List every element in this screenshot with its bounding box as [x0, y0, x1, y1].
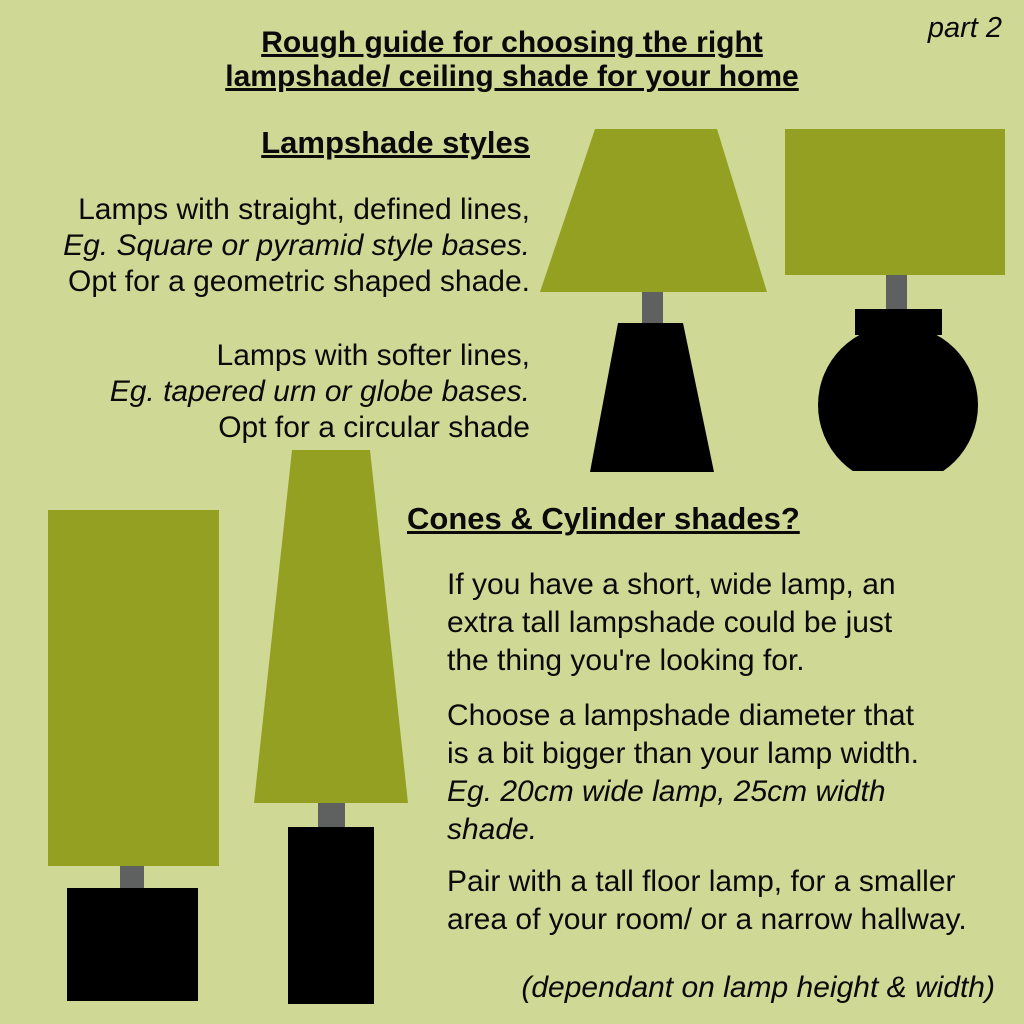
- short-wide-line3: the thing you're looking for.: [447, 644, 805, 677]
- tall-rectangle-lampshade-icon: [48, 510, 219, 866]
- softer-lines-line2: Eg. tapered urn or globe bases.: [109, 375, 530, 408]
- lampshade-styles-heading: Lampshade styles: [261, 125, 530, 160]
- short-wide-lamp-paragraph: [447, 566, 1017, 680]
- diameter-line4: shade.: [447, 813, 538, 846]
- globe-lamp-base-icon: [818, 325, 978, 471]
- lamp-stem-icon: [886, 275, 907, 309]
- dependant-note: (dependant on lamp height & width): [521, 971, 995, 1004]
- lamp-stem-icon: [642, 292, 663, 323]
- softer-lines-paragraph: [18, 338, 530, 446]
- short-wide-line2: extra tall lampshade could be just: [447, 606, 893, 639]
- tall-cone-lampshade-icon: [254, 450, 408, 803]
- rectangle-lampshade-icon: [785, 129, 1005, 275]
- straight-lines-line3: Opt for a geometric shaped shade.: [68, 265, 530, 298]
- square-lamp-base-icon: [67, 888, 198, 1001]
- lamp-stem-icon: [120, 866, 144, 888]
- diameter-line1: Choose a lampshade diameter that: [447, 699, 914, 732]
- diameter-line3: Eg. 20cm wide lamp, 25cm width: [447, 775, 886, 808]
- lamp-stem-icon: [318, 803, 345, 827]
- straight-lines-line1: Lamps with straight, defined lines,: [78, 193, 530, 226]
- geometric-lamp-illustration: [540, 129, 767, 472]
- straight-lines-paragraph: [18, 192, 530, 300]
- softer-lines-line3: Opt for a circular shade: [218, 411, 530, 444]
- floor-lamp-paragraph: [447, 863, 1017, 939]
- globe-lamp-illustration: [785, 129, 1005, 471]
- diameter-paragraph: [447, 697, 1017, 849]
- page-title: [162, 26, 862, 94]
- tall-cone-floor-lamp-illustration: [254, 450, 408, 1004]
- pyramid-lamp-base-icon: [590, 323, 714, 472]
- floor-lamp-line2: area of your room/ or a narrow hallway.: [447, 903, 967, 936]
- page-title-line2: lampshade/ ceiling shade for your home: [225, 60, 799, 93]
- part-label: part 2: [927, 12, 1002, 44]
- softer-lines-line1: Lamps with softer lines,: [216, 339, 530, 372]
- page-title-line1: Rough guide for choosing the right: [261, 26, 763, 59]
- tall-rectangle-floor-lamp-illustration: [48, 510, 219, 1001]
- tall-lamp-base-icon: [288, 827, 374, 1004]
- floor-lamp-line1: Pair with a tall floor lamp, for a smaller: [447, 865, 956, 898]
- diameter-line2: is a bit bigger than your lamp width.: [447, 737, 919, 770]
- straight-lines-line2: Eg. Square or pyramid style bases.: [63, 229, 530, 262]
- short-wide-line1: If you have a short, wide lamp, an: [447, 568, 896, 601]
- trapezoid-lampshade-icon: [540, 129, 767, 292]
- cones-cylinder-heading: Cones & Cylinder shades?: [407, 501, 800, 536]
